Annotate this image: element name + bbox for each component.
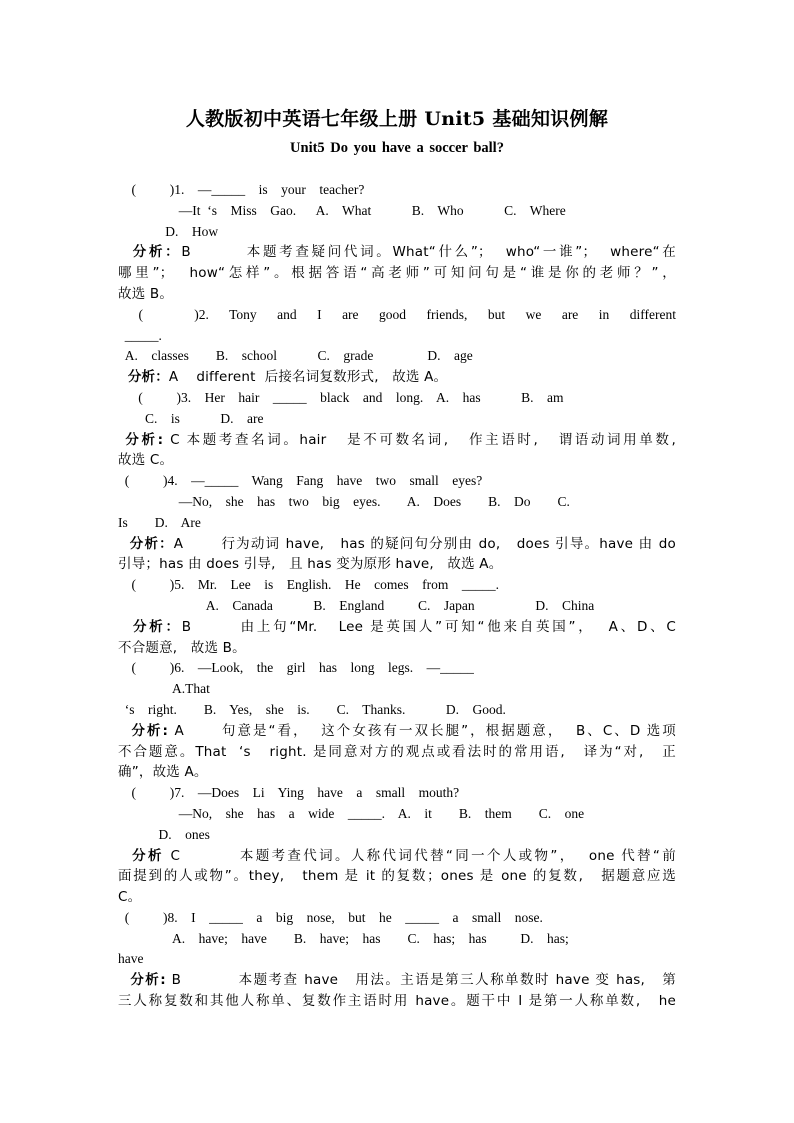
line-text: B 本题考查 have 用法。主语是第三人称单数时 have 变 has, 第 xyxy=(165,972,676,989)
analysis-line xyxy=(118,430,676,451)
text-line xyxy=(118,949,676,970)
page-subtitle: Unit5 Do you have a soccer ball? xyxy=(290,140,504,156)
text-line xyxy=(118,638,676,659)
text-line xyxy=(118,471,676,492)
line-text: A. classes B. school C. grade D. age xyxy=(118,348,473,364)
line-text: 不合题意。That ‘s right. 是同意对方的观点或看法时的常用语, 译为“对, 正 xyxy=(118,743,676,760)
line-text: ( )8. I _____ a big nose, but he _____ a small nose. xyxy=(118,909,543,925)
line-text: ( )1. —_____ is your teacher? xyxy=(118,182,365,197)
text-line xyxy=(118,326,676,347)
analysis-line xyxy=(118,242,676,263)
line-text: A.That xyxy=(118,681,210,697)
analysis-line xyxy=(118,367,676,388)
line-text: D. ones xyxy=(118,826,210,842)
line-text: ( )3. Her hair _____ black and long. A. has B. am xyxy=(118,389,564,405)
line-text: B 本题考查疑问代词。What“什么”； who“一谁”； where“在 xyxy=(181,244,676,261)
analysis-label: 分析： xyxy=(118,535,174,552)
line-text: 引导；has 由 does 引导, 且 has 变为原形 have, 故选 A。 xyxy=(118,556,503,573)
text-line xyxy=(118,222,676,243)
text-line xyxy=(118,679,676,700)
analysis-line xyxy=(118,846,676,867)
text-line xyxy=(118,825,676,846)
text-line xyxy=(118,658,676,679)
line-text: have xyxy=(118,951,144,967)
line-text: ( )7. —Does Li Ying have a small mouth? xyxy=(118,785,460,801)
text-line xyxy=(118,513,676,534)
text-line xyxy=(118,450,676,471)
text-line xyxy=(118,887,676,908)
analysis-line xyxy=(118,534,676,555)
text-line xyxy=(118,700,676,721)
text-line xyxy=(118,305,676,326)
analysis-label: 分析: xyxy=(118,972,166,989)
line-text: ‘s right. B. Yes, she is. C. Thanks. D. Good. xyxy=(118,701,506,717)
line-text: A 行为动词 have, has 的疑问句分别由 do, does 引导。have 由 do xyxy=(173,535,676,552)
text-line xyxy=(118,596,676,617)
text-line xyxy=(118,284,676,305)
line-text: 哪里”； how“怎样”。根据答语“高老师”可知问句是“谁是你的老师？”， xyxy=(118,265,676,282)
line-text: C 本题考查代词。人称代词代替“同一个人或物”， one 代替“前 xyxy=(163,847,676,864)
line-text: 面提到的人或物”。they, them 是 it 的复数；ones 是 one 的复数, 据题意应选 xyxy=(118,868,676,885)
exercise-content xyxy=(118,180,676,1012)
text-line xyxy=(118,263,676,284)
text-line xyxy=(118,388,676,409)
text-line xyxy=(118,346,676,367)
line-text: ( )4. —_____ Wang Fang have two small eyes? xyxy=(118,473,483,489)
line-text: 不合题意, 故选 B。 xyxy=(118,639,246,656)
analysis-line xyxy=(118,721,676,742)
line-text: _____. xyxy=(118,327,162,343)
line-text: 三人称复数和其他人称单、复数作主语时用 have。题干中 I 是第一人称单数, he xyxy=(118,993,676,1010)
text-line xyxy=(118,742,676,763)
analysis-label: 分析: xyxy=(118,431,164,448)
line-text: 确”，故选 A。 xyxy=(118,764,208,781)
analysis-label: 分析： xyxy=(118,618,182,635)
line-text: C。 xyxy=(118,889,142,906)
line-text: A. Canada B. England C. Japan D. China xyxy=(118,597,595,613)
line-text: 故选 B。 xyxy=(118,285,174,302)
line-text: D. How xyxy=(118,223,219,239)
analysis-label: 分析： xyxy=(118,369,169,386)
text-line xyxy=(118,409,676,430)
text-line xyxy=(118,804,676,825)
text-line xyxy=(118,762,676,783)
text-line xyxy=(118,991,676,1012)
line-text: 故选 C。 xyxy=(118,452,174,469)
line-text: A 句意是“看， 这个女孩有一双长腿”，根据题意， B、C、D 选项 xyxy=(168,722,676,739)
line-text: A. have; have B. have; has C. has; has D. has; xyxy=(118,930,569,946)
analysis-line xyxy=(118,970,676,991)
line-text: ( )2. Tony and I are good friends, but we are in different xyxy=(118,306,676,322)
line-text: —No, she has two big eyes. A. Does B. Do C. xyxy=(118,493,570,509)
text-line xyxy=(118,866,676,887)
line-text: B 由上句“Mr. Lee 是英国人”可知“他来自英国”， A、D、C xyxy=(181,618,676,635)
line-text: A different 后接名词复数形式, 故选 A。 xyxy=(168,369,448,386)
text-line xyxy=(118,492,676,513)
line-text: Is D. Are xyxy=(118,514,201,530)
text-line xyxy=(118,929,676,950)
analysis-line xyxy=(118,617,676,638)
text-line xyxy=(118,575,676,596)
page-title: 人教版初中英语七年级上册 Unit5 基础知识例解 xyxy=(185,108,609,130)
analysis-label: 分析： xyxy=(118,244,182,261)
analysis-label: 分析 xyxy=(118,847,164,864)
line-text: —It ‘s Miss Gao. A. What B. Who C. Where xyxy=(118,202,566,218)
analysis-label: 分析: xyxy=(118,722,169,739)
line-text: C. is D. are xyxy=(118,410,264,426)
line-text: ( )5. Mr. Lee is English. He comes from _____. xyxy=(118,577,499,593)
text-line xyxy=(118,180,676,201)
text-line xyxy=(118,201,676,222)
text-line xyxy=(118,554,676,575)
line-text: ( )6. —Look, the girl has long legs. —_____ xyxy=(118,660,474,676)
line-text: —No, she has a wide _____. A. it B. them C. one xyxy=(118,805,585,821)
text-line xyxy=(118,783,676,804)
text-line xyxy=(118,908,676,929)
line-text: C 本题考查名词。hair 是不可数名词, 作主语时, 谓语动词用单数, xyxy=(163,431,676,448)
